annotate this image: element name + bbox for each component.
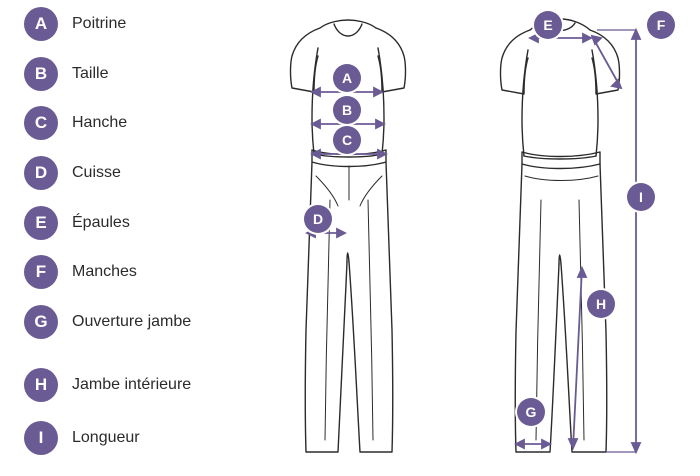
legend-label-f: Manches xyxy=(72,263,137,280)
legend-badge-a: A xyxy=(24,7,58,41)
legend-label-e: Épaules xyxy=(72,214,130,231)
marker-d: D xyxy=(304,205,332,233)
legend-item-d xyxy=(24,156,121,190)
legend-label-c: Hanche xyxy=(72,114,128,131)
legend-badge-b: B xyxy=(24,57,58,91)
measurement-legend xyxy=(0,0,250,471)
legend-label-h: Jambe intérieure xyxy=(72,376,192,393)
legend-item-e xyxy=(24,206,130,240)
legend-item-f xyxy=(24,255,137,289)
legend-label-g: Ouverture jambe xyxy=(72,313,192,330)
marker-c: C xyxy=(333,126,361,154)
legend-label-a: Poitrine xyxy=(72,15,127,32)
legend-item-h xyxy=(24,368,191,402)
legend-badge-e: E xyxy=(24,206,58,240)
legend-badge-g: G xyxy=(24,305,58,339)
legend-item-g xyxy=(24,305,191,339)
legend-badge-i: I xyxy=(24,421,58,455)
legend-badge-h: H xyxy=(24,368,58,402)
legend-badge-f: F xyxy=(24,255,58,289)
back-view-figure xyxy=(455,0,700,476)
marker-h: H xyxy=(587,290,615,318)
marker-f: F xyxy=(647,11,675,39)
legend-item-a xyxy=(24,7,126,41)
legend-label-b: Taille xyxy=(72,65,109,82)
marker-g: G xyxy=(517,398,545,426)
marker-e: E xyxy=(534,11,562,39)
legend-item-i xyxy=(24,421,140,455)
marker-i: I xyxy=(627,183,655,211)
legend-badge-c: C xyxy=(24,106,58,140)
marker-a: A xyxy=(333,64,361,92)
legend-label-d: Cuisse xyxy=(72,164,121,181)
legend-badge-d: D xyxy=(24,156,58,190)
front-view-figure xyxy=(250,0,450,476)
marker-b: B xyxy=(333,96,361,124)
legend-item-b xyxy=(24,57,108,91)
back-view-illustration xyxy=(455,0,700,471)
legend-label-i: Longueur xyxy=(72,429,140,446)
legend-item-c xyxy=(24,106,127,140)
